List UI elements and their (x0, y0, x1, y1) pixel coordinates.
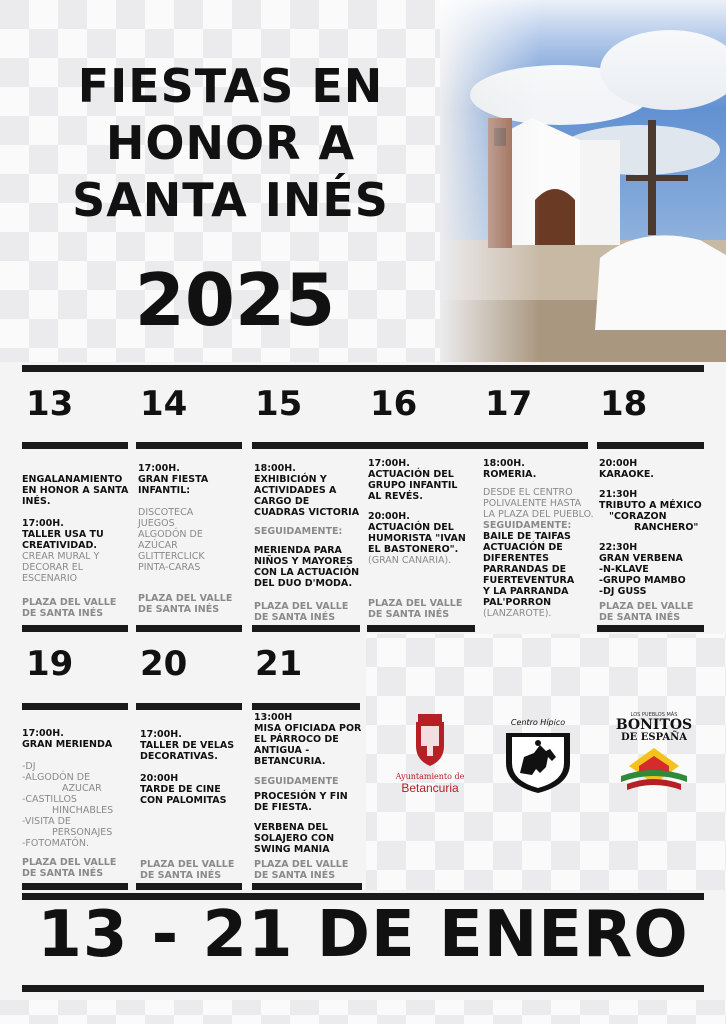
day-footer-bar (252, 625, 360, 632)
day-footer-bar (367, 625, 475, 632)
day-15-events: 18:00H. EXHIBICIÓN Y ACTIVIDADES A CARGO DE CUADRAS VICTORIA SEGUIDAMENTE: MERIENDA PARA NIÑOS Y MAYORES CON LA ACTUACIÓN DEL DUO D'MODA. (254, 463, 360, 589)
day-20-events: 17:00H. TALLER DE VELAS DECORATIVAS. 20:00H TARDE DE CINE CON PALOMITAS (140, 729, 235, 806)
horse-rider-icon (500, 727, 576, 795)
pueblos-bonitos-logo (612, 712, 696, 802)
day-13-events: ENGALANAMIENTO EN HONOR A SANTA INÉS. 17:00H. TALLER USA TU CREATIVIDAD. CREAR MURAL Y DECORAR EL ESCENARIO (22, 474, 129, 584)
day-19-events: 17:00H. GRAN MERIENDA -DJ -ALGODÓN DE AZUCAR -CASTILLOS HINCHABLES -VISITA DE PERSONAJES -FOTOMATÓN. (22, 728, 114, 849)
day-number: 14 (140, 384, 188, 424)
venue-label: PLAZA DEL VALLE DE SANTA INÉS (254, 859, 349, 881)
day-footer-bar (136, 625, 242, 632)
venue-label: PLAZA DEL VALLE DE SANTA INÉS (368, 598, 463, 620)
title-line: FIESTAS EN (77, 59, 384, 113)
pueblos-big-text: DE ESPAÑA (620, 732, 688, 743)
day-number: 19 (26, 644, 74, 684)
dates-bottom-bar (22, 985, 704, 992)
venue-label: PLAZA DEL VALLE DE SANTA INÉS (254, 601, 349, 623)
event-dates: 13 - 21 DE ENERO (37, 898, 689, 972)
day-footer-bar (136, 883, 242, 890)
day-header-bar (597, 442, 704, 449)
day-number: 13 (26, 384, 74, 424)
venue-label: PLAZA DEL VALLE DE SANTA INÉS (140, 859, 235, 881)
ayuntamiento-big-text: Betancuria (401, 781, 459, 795)
title-line: HONOR A (105, 116, 356, 170)
day-number: 16 (370, 384, 418, 424)
day-16-events: 17:00H. ACTUACIÓN DEL GRUPO INFANTIL AL REVÉS. 20:00H. ACTUACIÓN DEL HUMORISTA "IVAN EL BASTONERO". (GRAN CANARIA). (368, 458, 466, 566)
day-header-bar (136, 703, 242, 710)
day-footer-bar (22, 625, 128, 632)
day-number: 15 (255, 384, 303, 424)
divider-top (22, 365, 704, 372)
day-18-events: 20:00H KARAOKE. 21:30H TRIBUTO A MÉXICO "CORAZON RANCHERO" 22:30H GRAN VERBENA -N-KLAVE -GRUPO MAMBO -DJ GUSS (599, 458, 702, 597)
centro-hipico-logo (498, 718, 578, 804)
day-17-events: 18:00H. ROMERIA. DESDE EL CENTRO POLIVALENTE HASTA LA PLAZA DEL PUEBLO. SEGUIDAMENTE: BAILE DE TAIFAS ACTUACIÓN DE DIFERENTES PARRANDAS DE FUERTEVENTURA Y LA PARRANDA PAL'PORRON (LANZAROTE). (483, 458, 594, 619)
day-footer-bar (597, 625, 704, 632)
ayuntamiento-betancuria-logo (390, 712, 470, 802)
coat-of-arms-icon (410, 712, 450, 768)
day-header-bar (252, 442, 588, 449)
day-21-events: 13:00H MISA OFICIADA POR EL PÁRROCO DE ANTIGUA - BETANCURIA. SEGUIDAMENTE PROCESIÓN Y FIN DE FIESTA. VERBENA DEL SOLAJERO CON SWING MANIA (254, 712, 362, 855)
day-number: 20 (140, 644, 188, 684)
title-line: SANTA INÉS (72, 173, 389, 227)
venue-label: PLAZA DEL VALLE DE SANTA INÉS (599, 601, 694, 623)
day-footer-bar (22, 883, 128, 890)
day-14-events: 17:00H. GRAN FIESTA INFANTIL: DISCOTECA JUEGOS ALGODÓN DE AZÚCAR GLITTERCLICK PINTA-CARAS (138, 463, 209, 573)
ayuntamiento-small-text: Ayuntamiento de (395, 772, 465, 781)
day-number: 17 (485, 384, 533, 424)
day-header-bar (136, 442, 242, 449)
pueblos-big-text: BONITOS (615, 717, 693, 733)
day-header-bar (252, 703, 360, 710)
poster-year: 2025 (134, 258, 336, 342)
day-footer-bar (252, 883, 362, 890)
church-photo (440, 0, 726, 362)
day-number: 21 (255, 644, 303, 684)
poster-title (18, 58, 443, 229)
venue-label: PLAZA DEL VALLE DE SANTA INÉS (22, 597, 117, 619)
day-number: 18 (600, 384, 648, 424)
pueblos-emblem-icon (617, 744, 691, 794)
day-header-bar (22, 442, 128, 449)
venue-label: PLAZA DEL VALLE DE SANTA INÉS (138, 593, 233, 615)
venue-label: PLAZA DEL VALLE DE SANTA INÉS (22, 857, 117, 879)
hipico-text: Centro Hípico (510, 718, 566, 727)
pueblos-small-text: LOS PUEBLOS MÁS (630, 712, 678, 718)
day-header-bar (22, 703, 128, 710)
